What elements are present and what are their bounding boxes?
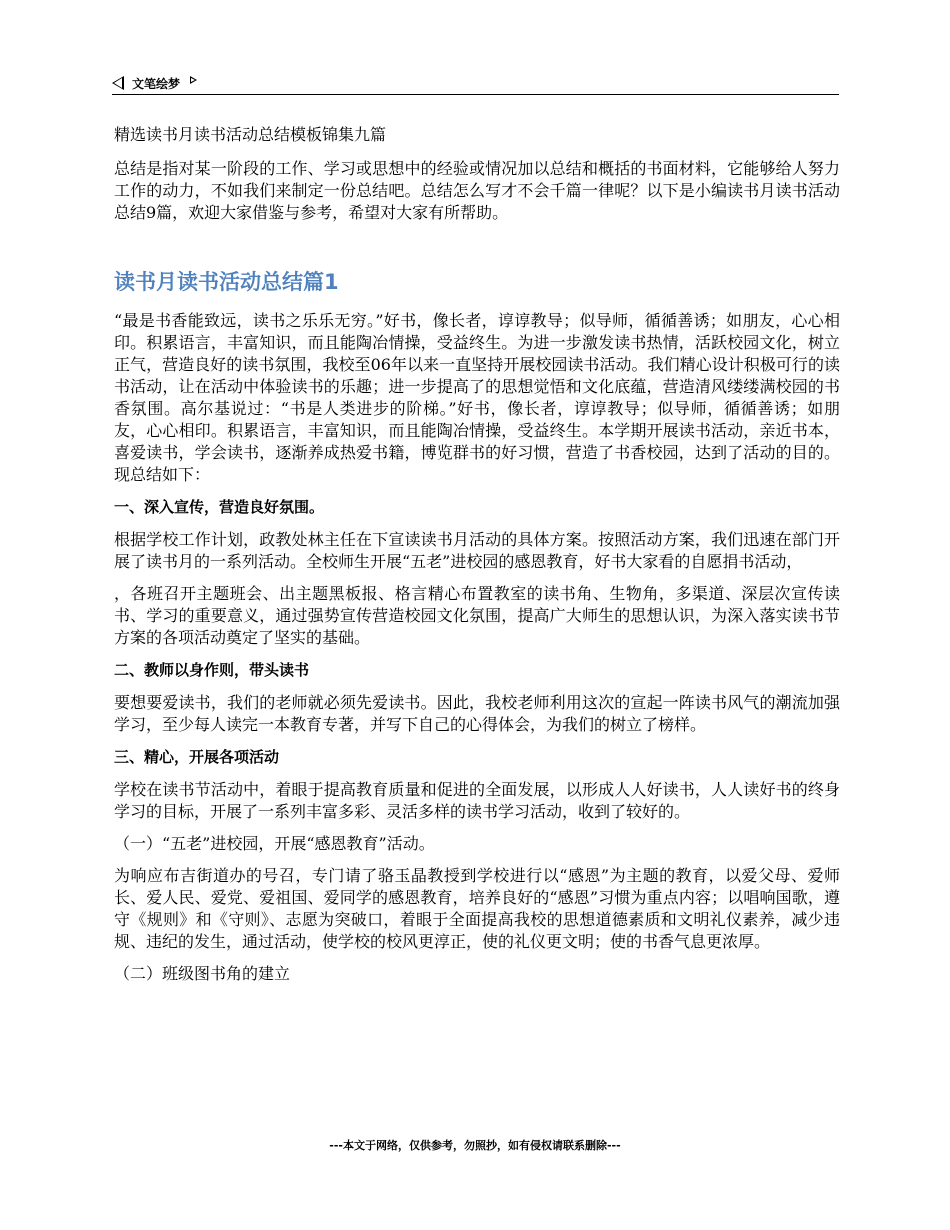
triangle-right-icon <box>190 76 197 84</box>
subheading: 三、精心，开展各项活动 <box>114 748 280 766</box>
section-heading: 读书月读书活动总结篇1 <box>114 270 339 294</box>
numbered-subsection: （二）班级图书角的建立 <box>114 964 291 983</box>
intro-paragraph: 总结是指对某一阶段的工作、学习或思想中的经验或情况加以总结和概括的书面材料，它能够给人努力工作的动力，不如我们来制定一份总结吧。总结怎么写才不会千篇一律呢？以下是小编读书月读书活动总结9篇，欢迎大家借鉴与参考，希望对大家有所帮助。 <box>114 159 840 222</box>
document-body <box>114 124 840 995</box>
page-footer-disclaimer: ---本文于网络，仅供参考，勿照抄，如有侵权请联系删除--- <box>329 1139 621 1152</box>
numbered-subsection: （一）“五老”进校园，开展“感恩教育”活动。 <box>114 834 435 853</box>
paragraph: 为响应布吉街道办的号召，专门请了骆玉晶教授到学校进行以“感恩”为主题的教育，以爱父母、爱师长、爱人民、爱党、爱祖国、爱同学的感恩教育，培养良好的“感恩”习惯为重点内容；以唱响国歌，遵守《规则》和《守则》、志愿为突破口，着眼于全面提高我校的思想道德素质和文明礼仪素养，减少违规、违纪的发生，通过活动，使学校的校风更淳正，使的礼仪更文明；使的书香气息更浓厚。 <box>114 866 840 951</box>
document-title: 精选读书月读书活动总结模板锦集九篇 <box>114 125 387 144</box>
paragraph: 根据学校工作计划，政教处林主任在下宣读读书月活动的具体方案。按照活动方案，我们迅速在部门开展了读书月的一系列活动。全校师生开展“五老”进校园的感恩教育，好书大家看的自愿捐书活动， <box>114 530 840 571</box>
header-brand: 文笔绘梦 <box>132 76 181 91</box>
paragraph: “最是书香能致远，读书之乐乐无穷。”好书，像长者，谆谆教导；似导师，循循善诱；如朋友，心心相印。积累语言，丰富知识，而且能陶冶情操，受益终生。为进一步激发读书热情，活跃校园文化，树立正气，营造良好的读书氛围，我校至06年以来一直坚持开展校园读书活动。我们精心设计积极可行的读书活动，让在活动中体验读书的乐趣；进一步提高了的思想觉悟和文化底蕴，营造清风缕缕满校园的书香氛围。高尔基说过：“书是人类进步的阶梯。”好书，像长者，谆谆教导；似导师，循循善诱；如朋友，心心相印。积累语言，丰富知识，而且能陶冶情操，受益终生。本学期开展读书活动，亲近书本，喜爱读书，学会读书，逐渐养成热爱书籍，博览群书的好习惯，营造了书香校园，达到了活动的目的。现总结如下： <box>114 311 840 484</box>
subheading: 二、教师以身作则，带头读书 <box>114 661 310 679</box>
paragraph: 学校在读书节活动中，着眼于提高教育质量和促进的全面发展，以形成人人好读书，人人读好书的终身学习的目标，开展了一系列丰富多彩、灵活多样的读书学习活动，收到了较好的。 <box>114 780 840 821</box>
paragraph: 要想要爱读书，我们的老师就必须先爱读书。因此，我校老师利用这次的宣起一阵读书风气的潮流加强学习，至少每人读完一本教育专著，并写下自己的心得体会，为我们的树立了榜样。 <box>114 693 840 734</box>
subheading: 一、深入宣传，营造良好氛围。 <box>114 498 325 516</box>
page-header <box>112 72 839 95</box>
paragraph: ，各班召开主题班会、出主题黑板报、格言精心布置教室的读书角、生物角，多渠道、深层次宣传读书、学习的重要意义，通过强势宣传营造校园文化氛围，提高广大师生的思想认识，为深入落实读书节方案的各项活动奠定了坚实的基础。 <box>114 584 840 647</box>
triangle-left-icon <box>112 76 124 90</box>
